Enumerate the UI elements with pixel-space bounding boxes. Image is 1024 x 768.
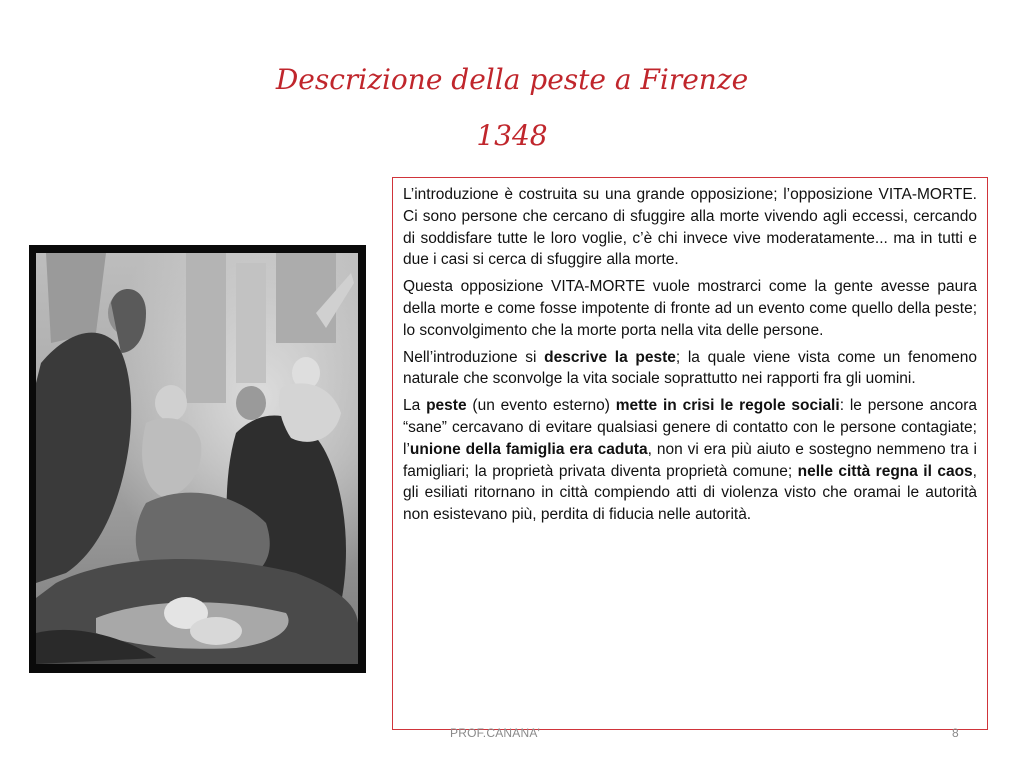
footer-author: PROF.CANANA' [450,726,541,740]
plague-painting-frame [29,245,366,673]
paragraph-1: L’introduzione è costruita su una grande opposizione; l’opposizione VITA-MORTE. Ci sono persone che cercano di sfuggire alla morte vivendo agli eccessi, cercando di soddisfare tutte le loro voglie, c’è chi invece vive moderatamente... ma in tutti e due i casi si cerca di sfuggire alla morte. [403,186,977,269]
paragraph-4-text-d: , non vi era più aiuto e sostegno nemmeno tra i famigliari; la proprietà privata diventa proprietà comune; [403,440,978,480]
paragraph-2: Questa opposizione VITA-MORTE vuole mostrarci come la gente avesse paura della morte e come fosse impotente di fronte ad un evento come quello della peste; lo sconvolgimento che la morte porta nella vita delle persone. [403,278,977,339]
paragraph-3-text-a: Nell’introduzione si [403,348,545,366]
plague-painting-illustration [36,253,358,664]
paragraph-3 [403,347,977,391]
paragraph-4-bold-b: mette in crisi le regole sociali [615,397,840,415]
plague-painting-image [36,253,358,664]
paragraph-4-bold-d: nelle città regna il caos [797,462,973,480]
paragraph-4-bold-c: unione della famiglia era caduta [409,440,648,458]
paragraph-4-text-c: : le persone ancora “sane” cercavano di evitare qualsiasi genere di contatto con le persone contagiate; l’ [403,397,977,458]
footer-page-number: 8 [952,726,959,740]
title-line-2: 1348 [476,119,548,152]
paragraph-4 [403,395,977,526]
paragraph-4-text-e: , gli esiliati ritornano in città compiendo atti di violenza visto che oramai le autorità non esistevano più, perdita di fiducia nelle autorità. [403,462,977,524]
paragraph-3-text-b: ; la quale viene vista come un fenomeno naturale che sconvolge la vita sociale soprattutto nei rapporti fra gli uomini. [403,348,977,388]
title-line-1: Descrizione della peste a Firenze [275,63,749,96]
paragraph-3-bold-a: descrive la peste [544,348,676,366]
paragraph-4-text-a: La [403,397,427,415]
slide-title [0,52,1024,164]
paragraph-4-bold-a: peste [426,397,467,415]
description-textbox [392,177,988,730]
paragraph-4-text-b: (un evento esterno) [466,397,616,415]
